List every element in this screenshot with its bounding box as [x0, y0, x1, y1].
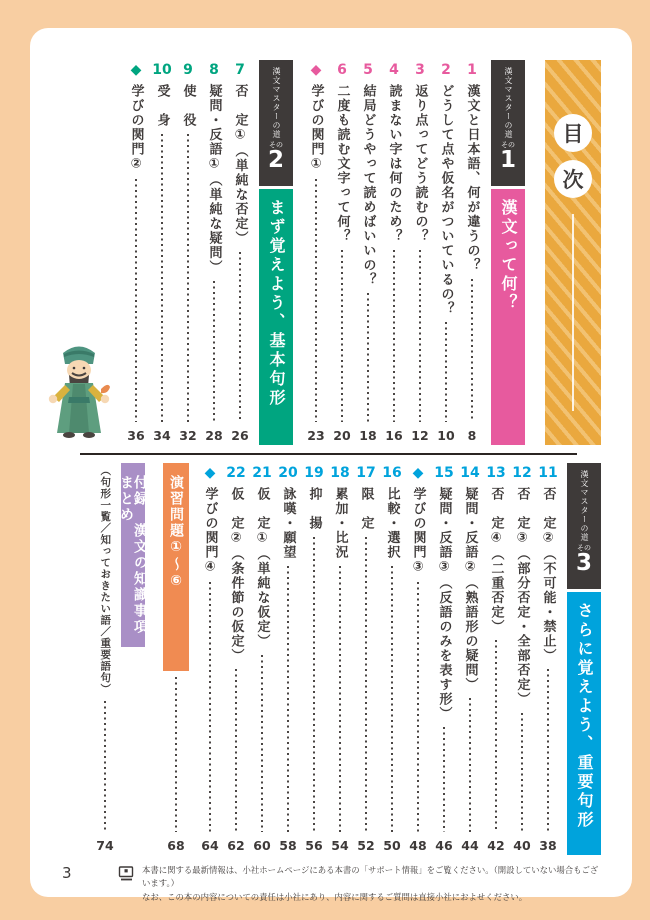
- dotted-leader: [445, 322, 447, 422]
- appendix-label: 付録 漢文の知識事項まとめ: [118, 475, 148, 635]
- appendix-bar: [118, 463, 148, 647]
- entry-page-number: 20: [333, 428, 351, 443]
- toc-entry: [379, 463, 405, 855]
- toc-entry: [381, 60, 407, 445]
- dotted-leader: [104, 701, 106, 832]
- entry-number: 5: [363, 62, 373, 78]
- entry-title: 否 定③（部分否定・全部否定）: [514, 487, 530, 707]
- footer-notice-text: [142, 864, 601, 904]
- toc-entry: [275, 463, 301, 855]
- section-sono-label: その: [269, 141, 283, 149]
- entry-title: 学びの関門①: [308, 84, 324, 173]
- entry-number: 7: [235, 62, 245, 78]
- dotted-leader: [391, 566, 393, 833]
- entry-page-number: 52: [357, 838, 375, 853]
- entry-number: 10: [152, 62, 172, 78]
- section-header: [259, 60, 293, 445]
- entry-title: 限 定: [358, 487, 374, 531]
- section-title-bar: [491, 189, 525, 445]
- entry-title: 使 役: [180, 84, 196, 128]
- entry-number: 8: [209, 62, 219, 78]
- toc-entry: [123, 60, 149, 445]
- mokuji-title-char-circle: [554, 160, 592, 198]
- toc-entry: [249, 463, 275, 855]
- entry-title: 仮 定②（条件節の仮定）: [228, 487, 244, 663]
- entry-page-number: 60: [253, 838, 271, 853]
- entry-title: 返り点ってどう読むの？: [412, 84, 428, 244]
- dotted-leader: [209, 582, 211, 832]
- entry-page-number: 64: [201, 838, 219, 853]
- toc-entry: [483, 463, 509, 855]
- entry-title: 否 定①（単純な否定）: [232, 84, 248, 246]
- toc-entry-appendix: [120, 463, 146, 855]
- section-title: 漢文って何？: [499, 199, 518, 313]
- entry-page-number: 62: [227, 838, 245, 853]
- footer-notice-line1: 本書に関する最新情報は、小社ホームページにある本書の「サポート情報」をご覧ください。（開設していない場合もございます。）: [142, 865, 599, 889]
- entry-page-number: 46: [435, 838, 453, 853]
- section-series-box: [491, 60, 525, 186]
- entry-page-number: 58: [279, 838, 297, 853]
- toc-entry: [201, 60, 227, 445]
- toc-entry: [175, 60, 201, 445]
- entry-number: 16: [382, 465, 402, 481]
- toc-entry: [227, 60, 253, 445]
- entry-title: 詠嘆・願望: [280, 487, 296, 560]
- entry-page-number: 36: [127, 428, 145, 443]
- exercises-bar: [163, 463, 189, 671]
- section-series-label: 漢文マスターの道: [504, 67, 513, 139]
- toc-entry: [509, 463, 535, 855]
- dotted-leader: [313, 537, 315, 833]
- entry-number: 21: [252, 465, 272, 481]
- bottom-panel: [50, 463, 601, 855]
- toc-entry: [457, 463, 483, 855]
- dotted-leader: [547, 669, 549, 832]
- scholar-illustration: [39, 60, 119, 445]
- section-series-label: 漢文マスターの道: [272, 67, 281, 139]
- entry-title: 疑問・反語②（熟語形の疑問）: [462, 487, 478, 692]
- entry-page-number: 54: [331, 838, 349, 853]
- entry-number: 4: [389, 62, 399, 78]
- entry-number: 19: [304, 465, 324, 481]
- section-title: さらに覚えよう、重要句形: [575, 602, 594, 830]
- entry-number: 6: [337, 62, 347, 78]
- toc-entry: [535, 463, 561, 855]
- scholar-drawing: [39, 337, 119, 441]
- dotted-leader: [495, 640, 497, 832]
- dotted-leader: [417, 582, 419, 832]
- entry-number: 11: [538, 465, 558, 481]
- entry-title: 学びの関門④: [202, 487, 218, 576]
- footer-notice: [118, 864, 601, 904]
- entry-page-number: 28: [205, 428, 223, 443]
- banner-vertical-line: [572, 214, 574, 411]
- dotted-leader: [471, 279, 473, 423]
- toc-entry: [353, 463, 379, 855]
- entry-title: 読まない字は何のため？: [386, 84, 402, 244]
- entry-page-number: 18: [359, 428, 377, 443]
- section-series-box: [259, 60, 293, 186]
- mokuji-title-char: 次: [562, 168, 584, 192]
- entry-page-number: 50: [383, 838, 401, 853]
- mokuji-banner: [545, 60, 601, 445]
- toc-entry: [329, 60, 355, 445]
- entry-title: 累加・比況: [332, 487, 348, 560]
- footer: [50, 855, 601, 904]
- entry-number: 17: [356, 465, 376, 481]
- entry-title: 結局どうやって読めばいいの？: [360, 84, 376, 287]
- entry-number: 15: [434, 465, 454, 481]
- entry-number: 12: [512, 465, 532, 481]
- entry-number: ◆: [204, 465, 216, 481]
- section-header: [491, 60, 525, 445]
- entry-page-number: 42: [487, 838, 505, 853]
- entry-number: ◆: [310, 62, 322, 78]
- entry-number: 20: [278, 465, 298, 481]
- entry-page-number: 38: [539, 838, 557, 853]
- entry-title: 否 定②（不可能・禁止）: [540, 487, 556, 663]
- section-number: 2: [267, 147, 284, 173]
- toc-entry: [431, 463, 457, 855]
- section-number: 3: [575, 550, 592, 576]
- toc-entry: [433, 60, 459, 445]
- entry-title: 学びの関門②: [128, 84, 144, 173]
- section-title: まず覚えよう、基本句形: [267, 199, 286, 408]
- entry-title: 比較・選択: [384, 487, 400, 560]
- entry-page-number: 12: [411, 428, 429, 443]
- dotted-leader: [419, 250, 421, 423]
- dotted-leader: [469, 698, 471, 832]
- dotted-leader: [235, 669, 237, 832]
- dotted-leader: [339, 566, 341, 833]
- entry-page-number: 8: [467, 428, 477, 443]
- entry-number: 14: [460, 465, 480, 481]
- entry-page-number: 34: [153, 428, 171, 443]
- section-title-bar: [567, 592, 601, 855]
- toc-entry: [355, 60, 381, 445]
- computer-icon: [118, 866, 135, 885]
- dotted-leader: [341, 250, 343, 423]
- content-card: [30, 28, 632, 902]
- section-header: [567, 463, 601, 855]
- entry-title: 漢文と日本語、何が違うの？: [464, 84, 480, 273]
- entry-number: 9: [183, 62, 193, 78]
- section-title-bar: [259, 189, 293, 445]
- dotted-leader: [443, 727, 445, 832]
- dotted-leader: [187, 134, 189, 423]
- entry-title: 学びの関門③: [410, 487, 426, 576]
- entry-title: 二度も読む文字って何？: [334, 84, 350, 244]
- page-number: 3: [62, 864, 72, 882]
- entry-page-number: 56: [305, 838, 323, 853]
- dotted-leader: [315, 179, 317, 422]
- toc-entry: [223, 463, 249, 855]
- entry-title: 抑 揚: [306, 487, 322, 531]
- mokuji-title-char-circle: [554, 114, 592, 152]
- entry-page-number: 74: [96, 838, 114, 853]
- entry-page-number: 68: [167, 838, 185, 853]
- dotted-leader: [135, 179, 137, 422]
- entry-title: 否 定④（二重否定）: [488, 487, 504, 634]
- toc-entry: [197, 463, 223, 855]
- toc-entry: [327, 463, 353, 855]
- mokuji-title-char: 目: [562, 122, 584, 146]
- toc-entry: [303, 60, 329, 445]
- dotted-leader: [175, 677, 177, 832]
- dotted-leader: [521, 713, 523, 833]
- entry-page-number: 32: [179, 428, 197, 443]
- dotted-leader: [239, 252, 241, 423]
- dotted-leader: [261, 655, 263, 833]
- entry-page-number: 23: [307, 428, 325, 443]
- entry-title: 受 身: [154, 84, 170, 128]
- entry-page-number: 10: [437, 428, 455, 443]
- entry-page-number: 48: [409, 838, 427, 853]
- toc-entry: [301, 463, 327, 855]
- entry-page-number: 40: [513, 838, 531, 853]
- entry-title: 疑問・反語③（反語のみを表す形）: [436, 487, 452, 721]
- dotted-leader: [367, 293, 369, 422]
- section-number: 1: [499, 147, 516, 173]
- toc-entry-exercises: [161, 463, 191, 855]
- toc-entry: [407, 60, 433, 445]
- appendix-note-text: （句形一覧／知っておきたい語／重要語句）: [99, 465, 112, 695]
- panel-divider: [80, 453, 577, 455]
- toc-entry: [405, 463, 431, 855]
- entry-number: 1: [467, 62, 477, 78]
- toc-entry: [149, 60, 175, 445]
- entry-number: 3: [415, 62, 425, 78]
- entry-number: 22: [226, 465, 246, 481]
- entry-number: ◆: [412, 465, 424, 481]
- entry-title: 疑問・反語①（単純な疑問）: [206, 84, 222, 275]
- exercises-label: 演習問題①～⑥: [168, 475, 184, 591]
- toc-entry: [459, 60, 485, 445]
- dotted-leader: [287, 566, 289, 833]
- section-series-box: [567, 463, 601, 589]
- section-series-label: 漢文マスターの道: [580, 470, 589, 542]
- dotted-leader: [213, 281, 215, 423]
- section-sono-label: その: [577, 544, 591, 552]
- appendix-note: [93, 463, 117, 855]
- entry-number: ◆: [130, 62, 142, 78]
- entry-page-number: 26: [231, 428, 249, 443]
- dotted-leader: [393, 250, 395, 423]
- entry-title: どうして点や仮名がついているの？: [438, 84, 454, 316]
- entry-number: 2: [441, 62, 451, 78]
- dotted-leader: [365, 537, 367, 833]
- entry-title: 仮 定①（単純な仮定）: [254, 487, 270, 649]
- entry-page-number: 16: [385, 428, 403, 443]
- entry-number: 13: [486, 465, 506, 481]
- footer-notice-line2: なお、この本の内容についての責任は小社にあり、内容に関するご質問は直接小社におよせください。: [142, 891, 528, 902]
- entry-number: 18: [330, 465, 350, 481]
- section-sono-label: その: [501, 141, 515, 149]
- dotted-leader: [161, 134, 163, 423]
- entry-page-number: 44: [461, 838, 479, 853]
- top-panel: [50, 60, 601, 445]
